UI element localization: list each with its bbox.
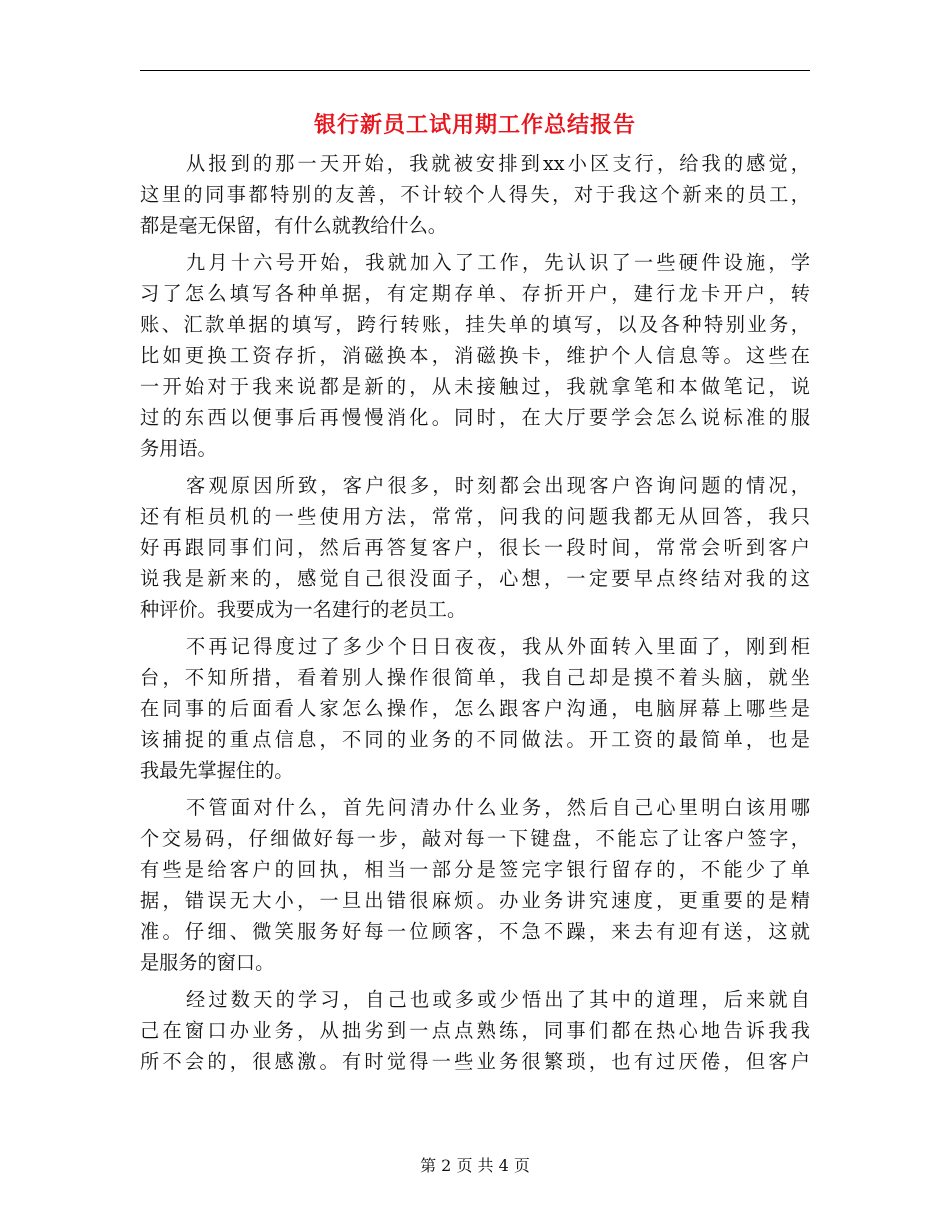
- document-body: [140, 148, 810, 1077]
- paragraph-line: 己在窗口办业务，从拙劣到一点点熟练，同事们都在热心地告诉我我: [140, 1019, 810, 1042]
- paragraph-line: 所不会的，很感激。有时觉得一些业务很繁琐，也有过厌倦，但客户: [140, 1050, 810, 1073]
- page-footer: 第 2 页 共 4 页: [420, 1156, 530, 1175]
- paragraph: [140, 984, 810, 1077]
- paragraph-line: 过的东西以便事后再慢慢消化。同时，在大厅要学会怎么说标准的服: [140, 406, 810, 429]
- header-rule: [140, 70, 810, 71]
- paragraph-line: 客观原因所致，客户很多，时刻都会出现客户咨询问题的情况，: [186, 474, 810, 497]
- document-title: 银行新员工试用期工作总结报告: [313, 112, 636, 138]
- paragraph-line: 种评价。我要成为一名建行的老员工。: [140, 598, 467, 621]
- paragraph: [140, 792, 810, 978]
- paragraph: [140, 631, 810, 786]
- paragraph-line: 还有柜员机的一些使用方法，常常，问我的问题我都无从回答，我只: [140, 505, 810, 528]
- paragraph-line: 我最先掌握住的。: [140, 759, 294, 782]
- paragraph-line: 据，错误无大小，一旦出错很麻烦。办业务讲究速度，更重要的是精: [140, 889, 810, 912]
- paragraph: [140, 470, 810, 625]
- paragraph-line: 从报到的那一天开始，我就被安排到xx小区支行，给我的感觉，: [186, 152, 810, 175]
- paragraph-line: 是服务的窗口。: [140, 951, 275, 974]
- paragraph-line: 准。仔细、微笑服务好每一位顾客，不急不躁，来去有迎有送，这就: [140, 920, 810, 943]
- paragraph-line: 经过数天的学习，自己也或多或少悟出了其中的道理，后来就自: [186, 988, 810, 1011]
- paragraph: [140, 247, 810, 464]
- paragraph-line: 不管面对什么，首先问清办什么业务，然后自己心里明白该用哪: [186, 796, 810, 819]
- paragraph-line: 台，不知所措，看着别人操作很简单，我自己却是摸不着头脑，就坐: [140, 666, 810, 689]
- paragraph-line: 都是毫无保留，有什么就教给什么。: [140, 214, 447, 237]
- paragraph-line: 该捕捉的重点信息，不同的业务的不同做法。开工资的最简单，也是: [140, 728, 810, 751]
- paragraph-line: 好再跟同事们问，然后再答复客户，很长一段时间，常常会听到客户: [140, 536, 810, 559]
- paragraph-line: 说我是新来的，感觉自己很没面子，心想，一定要早点终结对我的这: [140, 567, 810, 590]
- paragraph-line: 在同事的后面看人家怎么操作，怎么跟客户沟通，电脑屏幕上哪些是: [140, 697, 810, 720]
- paragraph-line: 九月十六号开始，我就加入了工作，先认识了一些硬件设施，学: [186, 251, 810, 274]
- paragraph-line: 账、汇款单据的填写，跨行转账，挂失单的填写，以及各种特别业务，: [140, 313, 810, 336]
- paragraph-line: 务用语。: [140, 437, 217, 460]
- paragraph-line: 这里的同事都特别的友善，不计较个人得失，对于我这个新来的员工，: [140, 183, 810, 206]
- paragraph-line: 个交易码，仔细做好每一步，敲对每一下键盘，不能忘了让客户签字，: [140, 827, 810, 850]
- paragraph-line: 不再记得度过了多少个日日夜夜，我从外面转入里面了，刚到柜: [186, 635, 810, 658]
- paragraph-line: 有些是给客户的回执，相当一部分是签完字银行留存的，不能少了单: [140, 858, 810, 881]
- paragraph-line: 一开始对于我来说都是新的，从未接触过，我就拿笔和本做笔记，说: [140, 375, 810, 398]
- paragraph: [140, 148, 810, 241]
- paragraph-line: 习了怎么填写各种单据，有定期存单、存折开户，建行龙卡开户，转: [140, 282, 810, 305]
- paragraph-line: 比如更换工资存折，消磁换本，消磁换卡，维护个人信息等。这些在: [140, 344, 810, 367]
